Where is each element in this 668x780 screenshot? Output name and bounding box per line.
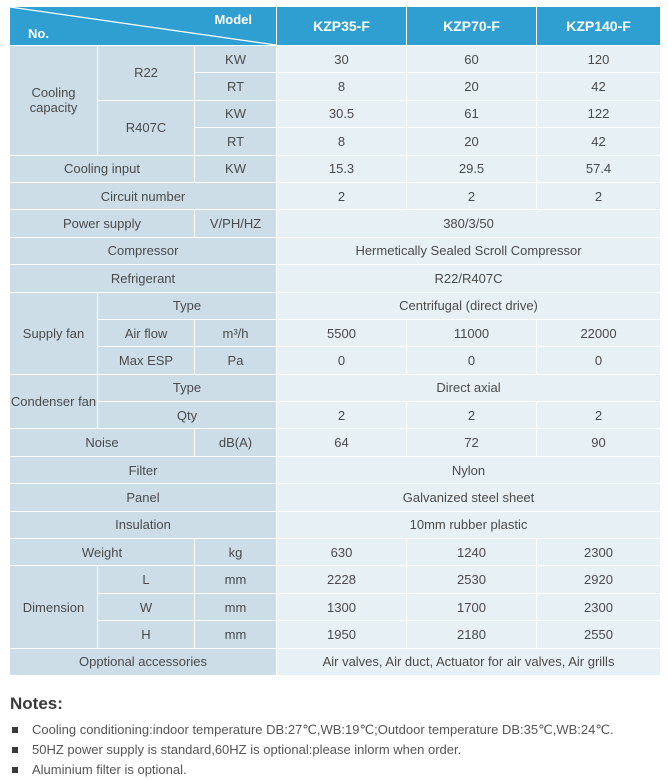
value-cell: 20 bbox=[407, 128, 537, 155]
value-cell: 61 bbox=[407, 100, 537, 127]
air-flow-label: Air flow bbox=[98, 319, 195, 346]
value-cell: 10mm rubber plastic bbox=[277, 511, 661, 538]
value-cell: Air valves, Air duct, Actuator for air valves, Air grills bbox=[277, 648, 661, 675]
r407c-label: R407C bbox=[98, 100, 195, 155]
cooling-capacity-label: Cooling capacity bbox=[10, 46, 98, 156]
value-cell: 1950 bbox=[277, 621, 407, 648]
table-row bbox=[10, 429, 661, 456]
unit-label: RT bbox=[195, 128, 277, 155]
cooling-input-label: Cooling input bbox=[10, 155, 195, 182]
note-item bbox=[10, 740, 614, 760]
type-label: Type bbox=[98, 292, 277, 319]
h-label: H bbox=[98, 621, 195, 648]
table-row bbox=[10, 182, 661, 209]
r22-label: R22 bbox=[98, 46, 195, 101]
unit-label: RT bbox=[195, 73, 277, 100]
value-cell: 630 bbox=[277, 539, 407, 566]
model-no-header bbox=[10, 7, 277, 46]
spec-table bbox=[9, 6, 661, 676]
model-header-2: KZP70-F bbox=[407, 7, 537, 46]
note-item bbox=[10, 760, 614, 780]
weight-label: Weight bbox=[10, 539, 195, 566]
w-label: W bbox=[98, 593, 195, 620]
table-row bbox=[10, 566, 661, 593]
refrigerant-label: Refrigerant bbox=[10, 265, 277, 292]
table-row bbox=[10, 539, 661, 566]
value-cell: 122 bbox=[537, 100, 661, 127]
value-cell: 1300 bbox=[277, 593, 407, 620]
value-cell: 2228 bbox=[277, 566, 407, 593]
value-cell: 29.5 bbox=[407, 155, 537, 182]
value-cell: 2530 bbox=[407, 566, 537, 593]
table-row bbox=[10, 292, 661, 319]
value-cell: 2 bbox=[407, 402, 537, 429]
note-text: Aluminium filter is optional. bbox=[32, 762, 187, 777]
dimension-label: Dimension bbox=[10, 566, 98, 648]
value-cell: 2 bbox=[277, 182, 407, 209]
table-row bbox=[10, 374, 661, 401]
value-cell: 42 bbox=[537, 73, 661, 100]
value-cell: 90 bbox=[537, 429, 661, 456]
table-row bbox=[10, 511, 661, 538]
filter-label: Filter bbox=[10, 456, 277, 483]
value-cell: 2300 bbox=[537, 539, 661, 566]
header-row bbox=[10, 7, 661, 46]
table-row bbox=[10, 100, 661, 127]
value-cell: 2 bbox=[407, 182, 537, 209]
qty-label: Qty bbox=[98, 402, 277, 429]
value-cell: 72 bbox=[407, 429, 537, 456]
value-cell: 2 bbox=[537, 182, 661, 209]
table-row bbox=[10, 648, 661, 675]
compressor-label: Compressor bbox=[10, 237, 277, 264]
supply-fan-label: Supply fan bbox=[10, 292, 98, 374]
value-cell: 8 bbox=[277, 128, 407, 155]
insulation-label: Insulation bbox=[10, 511, 277, 538]
value-cell: Hermetically Sealed Scroll Compressor bbox=[277, 237, 661, 264]
value-cell: R22/R407C bbox=[277, 265, 661, 292]
value-cell: 2 bbox=[277, 402, 407, 429]
table-row bbox=[10, 46, 661, 73]
table-row bbox=[10, 265, 661, 292]
type-label: Type bbox=[98, 374, 277, 401]
unit-label: V/PH/HZ bbox=[195, 210, 277, 237]
table-row bbox=[10, 456, 661, 483]
note-text: 50HZ power supply is standard,60HZ is optional:please inlorm when order. bbox=[32, 742, 462, 757]
value-cell: 0 bbox=[537, 347, 661, 374]
max-esp-label: Max ESP bbox=[98, 347, 195, 374]
value-cell: Galvanized steel sheet bbox=[277, 484, 661, 511]
square-bullet-icon bbox=[12, 727, 18, 733]
unit-label: KW bbox=[195, 46, 277, 73]
value-cell: 8 bbox=[277, 73, 407, 100]
table-row bbox=[10, 593, 661, 620]
value-cell: 15.3 bbox=[277, 155, 407, 182]
unit-label: KW bbox=[195, 155, 277, 182]
panel-label: Panel bbox=[10, 484, 277, 511]
square-bullet-icon bbox=[12, 747, 18, 753]
value-cell: 30 bbox=[277, 46, 407, 73]
noise-label: Noise bbox=[10, 429, 195, 456]
value-cell: Nylon bbox=[277, 456, 661, 483]
value-cell: 42 bbox=[537, 128, 661, 155]
table-row bbox=[10, 155, 661, 182]
value-cell: 2550 bbox=[537, 621, 661, 648]
value-cell: 2300 bbox=[537, 593, 661, 620]
note-text: Cooling conditioning:indoor temperature DB:27℃,WB:19℃;Outdoor temperature DB:35℃,WB:24℃. bbox=[32, 722, 614, 737]
value-cell: 20 bbox=[407, 73, 537, 100]
unit-label: dB(A) bbox=[195, 429, 277, 456]
value-cell: 0 bbox=[407, 347, 537, 374]
value-cell: 60 bbox=[407, 46, 537, 73]
unit-label: kg bbox=[195, 539, 277, 566]
notes-section bbox=[10, 694, 614, 780]
value-cell: 0 bbox=[277, 347, 407, 374]
model-label: Model bbox=[214, 12, 253, 27]
unit-label: mm bbox=[195, 593, 277, 620]
table-row bbox=[10, 402, 661, 429]
model-header-1: KZP35-F bbox=[277, 7, 407, 46]
table-row bbox=[10, 484, 661, 511]
unit-label: mm bbox=[195, 621, 277, 648]
unit-label: mm bbox=[195, 566, 277, 593]
power-supply-label: Power supply bbox=[10, 210, 195, 237]
circuit-number-label: Circuit number bbox=[10, 182, 277, 209]
notes-list bbox=[10, 720, 614, 780]
value-cell: 22000 bbox=[537, 319, 661, 346]
value-cell: 120 bbox=[537, 46, 661, 73]
table-row bbox=[10, 319, 661, 346]
value-cell: 2180 bbox=[407, 621, 537, 648]
table-row bbox=[10, 621, 661, 648]
l-label: L bbox=[98, 566, 195, 593]
notes-title: Notes: bbox=[10, 694, 63, 713]
unit-label: KW bbox=[195, 100, 277, 127]
value-cell: 1700 bbox=[407, 593, 537, 620]
value-cell: Centrifugal (direct drive) bbox=[277, 292, 661, 319]
condenser-fan-label: Condenser fan bbox=[10, 374, 98, 429]
table-row bbox=[10, 210, 661, 237]
no-label: No. bbox=[28, 26, 49, 41]
table-row bbox=[10, 347, 661, 374]
value-cell: 11000 bbox=[407, 319, 537, 346]
note-item bbox=[10, 720, 614, 740]
value-cell: 30.5 bbox=[277, 100, 407, 127]
table-row bbox=[10, 237, 661, 264]
model-header-3: KZP140-F bbox=[537, 7, 661, 46]
value-cell: 64 bbox=[277, 429, 407, 456]
value-cell: Direct axial bbox=[277, 374, 661, 401]
value-cell: 5500 bbox=[277, 319, 407, 346]
value-cell: 2920 bbox=[537, 566, 661, 593]
value-cell: 380/3/50 bbox=[277, 210, 661, 237]
value-cell: 1240 bbox=[407, 539, 537, 566]
unit-label: Pa bbox=[195, 347, 277, 374]
value-cell: 57.4 bbox=[537, 155, 661, 182]
unit-label: m³/h bbox=[195, 319, 277, 346]
square-bullet-icon bbox=[12, 767, 18, 773]
value-cell: 2 bbox=[537, 402, 661, 429]
optional-accessories-label: Opptional accessories bbox=[10, 648, 277, 675]
